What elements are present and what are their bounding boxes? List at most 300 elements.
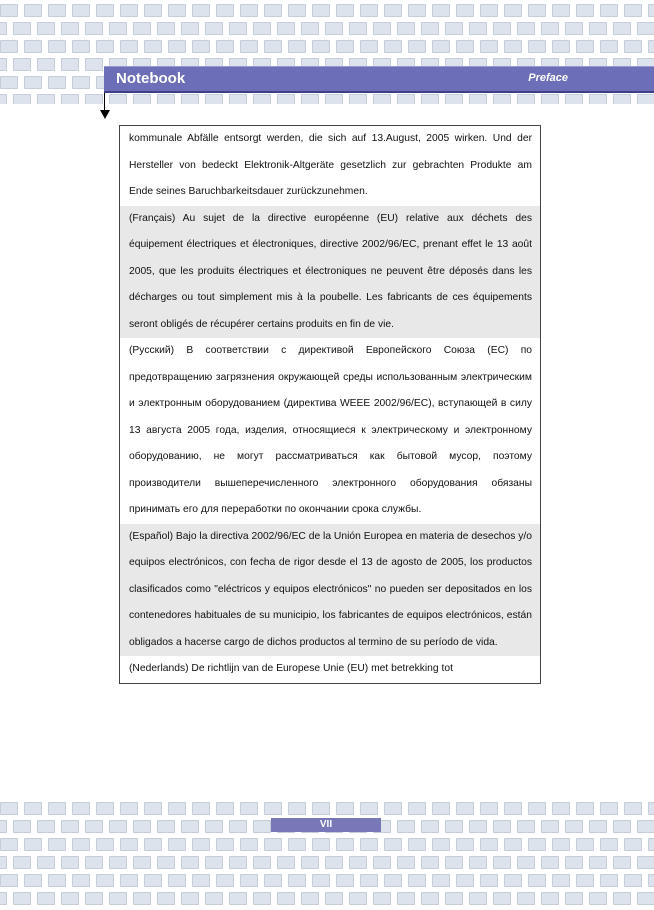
decorative-tile bbox=[0, 4, 18, 17]
section-french: (Français) Au sujet de la directive européenne (EU) relative aux déchets des équipement électriques et électroniques, directive 2002/96/EC, prenant effet le 13 août 2005, que les produits électriques et électroniques ne peuvent être déposés dans les décharges ou tout simplement mis à la poubelle. Les fabricants de ces équipements seront obligés de récupérer certains produits en fin de vie. bbox=[120, 206, 541, 339]
decorative-tile bbox=[624, 838, 642, 851]
decorative-tile bbox=[445, 22, 463, 35]
decorative-tile bbox=[504, 4, 522, 17]
table-row bbox=[120, 524, 541, 657]
decorative-tile bbox=[277, 94, 295, 104]
decorative-tile bbox=[61, 94, 79, 104]
decorative-tile bbox=[61, 820, 79, 833]
decorative-tile bbox=[456, 838, 474, 851]
decorative-tile bbox=[648, 40, 654, 53]
decorative-tile bbox=[637, 94, 654, 104]
decorative-tile bbox=[85, 892, 103, 905]
decorative-tile bbox=[157, 856, 175, 869]
decorative-tile bbox=[517, 856, 535, 869]
decorative-tile bbox=[432, 802, 450, 815]
decorative-tile bbox=[517, 22, 535, 35]
decorative-tile bbox=[120, 40, 138, 53]
decorative-tile bbox=[253, 892, 271, 905]
decorative-tile bbox=[61, 892, 79, 905]
decorative-tile bbox=[96, 802, 114, 815]
decorative-tile bbox=[600, 874, 618, 887]
decorative-tile bbox=[216, 874, 234, 887]
decorative-tile bbox=[0, 76, 18, 89]
decorative-tile bbox=[264, 838, 282, 851]
decorative-tile bbox=[168, 874, 186, 887]
decorative-tile bbox=[133, 820, 151, 833]
decorative-tile bbox=[48, 40, 66, 53]
decorative-tile bbox=[144, 838, 162, 851]
decorative-tile bbox=[408, 4, 426, 17]
decorative-tile bbox=[384, 874, 402, 887]
decorative-tile bbox=[0, 58, 7, 71]
decorative-tile bbox=[85, 22, 103, 35]
decorative-tile bbox=[301, 892, 319, 905]
decorative-tile bbox=[432, 40, 450, 53]
decorative-tile bbox=[133, 892, 151, 905]
decorative-tile bbox=[181, 94, 199, 104]
decorative-tile bbox=[469, 856, 487, 869]
decorative-tile bbox=[589, 22, 607, 35]
decorative-tile bbox=[541, 856, 559, 869]
decorative-tile bbox=[72, 838, 90, 851]
decorative-tile bbox=[541, 22, 559, 35]
decorative-tile bbox=[240, 4, 258, 17]
decorative-tile bbox=[157, 892, 175, 905]
decorative-tile bbox=[421, 820, 439, 833]
section-russian: (Русский) В соответствии с директивой Европейского Союза (ЕС) по предотвращению загрязнения окружающей среды использованным электрическим и электронным оборудованием (директива WEEE 2002/96/EC), вступающей в силу 13 августа 2005 года, изделия, относящиеся к электрическому и электронному оборудованию, не могут рассматриваться как бытовой мусор, поэтому производители вышеперечисленного электронного оборудования обязаны принимать его для переработки по окончании срока службы. bbox=[129, 345, 532, 515]
decorative-tile bbox=[360, 40, 378, 53]
decorative-tile bbox=[349, 892, 367, 905]
decorative-tile bbox=[600, 838, 618, 851]
decorative-tile bbox=[72, 802, 90, 815]
table-row bbox=[120, 338, 541, 524]
decorative-tile bbox=[229, 856, 247, 869]
decorative-tile bbox=[192, 40, 210, 53]
decorative-tile bbox=[13, 820, 31, 833]
decorative-tile bbox=[528, 802, 546, 815]
decorative-tile bbox=[421, 22, 439, 35]
tile-row bbox=[0, 802, 654, 815]
decorative-tile bbox=[456, 4, 474, 17]
decorative-tile bbox=[205, 892, 223, 905]
decorative-tile bbox=[408, 40, 426, 53]
decorative-tile bbox=[504, 874, 522, 887]
decorative-tile bbox=[373, 22, 391, 35]
decorative-tile bbox=[360, 4, 378, 17]
decorative-tile bbox=[600, 802, 618, 815]
decorative-tile bbox=[277, 892, 295, 905]
decorative-tile bbox=[552, 838, 570, 851]
decorative-tile bbox=[37, 94, 55, 104]
decorative-tile bbox=[480, 874, 498, 887]
decorative-tile bbox=[168, 802, 186, 815]
decorative-tile bbox=[421, 892, 439, 905]
decorative-tile bbox=[469, 820, 487, 833]
decorative-tile bbox=[613, 856, 631, 869]
decorative-tile bbox=[0, 22, 7, 35]
decorative-tile bbox=[493, 856, 511, 869]
decorative-tile bbox=[480, 40, 498, 53]
decorative-tile bbox=[253, 94, 271, 104]
decorative-tile bbox=[48, 802, 66, 815]
section-dutch: (Nederlands) De richtlijn van de Europese Unie (EU) met betrekking tot bbox=[129, 663, 453, 674]
table-row bbox=[120, 126, 541, 206]
decorative-tile bbox=[528, 874, 546, 887]
decorative-tile bbox=[312, 838, 330, 851]
decorative-tile bbox=[120, 874, 138, 887]
decorative-tile bbox=[552, 874, 570, 887]
decorative-tile bbox=[216, 838, 234, 851]
decorative-tile bbox=[565, 94, 583, 104]
decorative-tile bbox=[384, 838, 402, 851]
decorative-tile bbox=[528, 4, 546, 17]
decorative-tile bbox=[109, 892, 127, 905]
decorative-tile bbox=[504, 40, 522, 53]
tile-row bbox=[0, 40, 654, 53]
decorative-tile bbox=[637, 892, 654, 905]
decorative-tile bbox=[229, 22, 247, 35]
decorative-tile bbox=[109, 94, 127, 104]
decorative-tile bbox=[109, 820, 127, 833]
decorative-tile bbox=[325, 22, 343, 35]
decorative-tile bbox=[504, 802, 522, 815]
decorative-tile bbox=[493, 22, 511, 35]
decorative-tile bbox=[13, 94, 31, 104]
decorative-tile bbox=[264, 874, 282, 887]
decorative-tile bbox=[445, 892, 463, 905]
weee-language-table bbox=[119, 125, 541, 684]
decorative-tile bbox=[253, 22, 271, 35]
decorative-tile bbox=[624, 4, 642, 17]
header-bar bbox=[104, 66, 654, 93]
table-row bbox=[120, 206, 541, 339]
decorative-tile bbox=[229, 94, 247, 104]
decorative-tile bbox=[301, 22, 319, 35]
decorative-tile bbox=[541, 892, 559, 905]
decorative-tile bbox=[181, 22, 199, 35]
decorative-tile bbox=[168, 838, 186, 851]
decorative-tile bbox=[288, 802, 306, 815]
decorative-tile bbox=[637, 820, 654, 833]
down-arrow-icon bbox=[100, 110, 110, 119]
decorative-tile bbox=[24, 4, 42, 17]
decorative-tile bbox=[216, 802, 234, 815]
decorative-tile bbox=[648, 4, 654, 17]
decorative-tile bbox=[72, 40, 90, 53]
decorative-tile bbox=[181, 856, 199, 869]
decorative-tile bbox=[37, 892, 55, 905]
decorative-tile bbox=[384, 4, 402, 17]
decorative-tile bbox=[528, 40, 546, 53]
decorative-tile bbox=[144, 4, 162, 17]
tile-row bbox=[0, 4, 654, 17]
decorative-tile bbox=[144, 802, 162, 815]
decorative-tile bbox=[85, 58, 103, 71]
decorative-tile bbox=[109, 856, 127, 869]
decorative-tile bbox=[72, 76, 90, 89]
decorative-tile bbox=[384, 40, 402, 53]
decorative-tile bbox=[600, 40, 618, 53]
decorative-tile bbox=[360, 802, 378, 815]
decorative-tile bbox=[360, 838, 378, 851]
decorative-tile bbox=[312, 874, 330, 887]
decorative-tile bbox=[648, 874, 654, 887]
decorative-tile bbox=[85, 94, 103, 104]
decorative-tile bbox=[157, 94, 175, 104]
decorative-tile bbox=[456, 802, 474, 815]
decorative-tile bbox=[624, 40, 642, 53]
decorative-tile bbox=[565, 820, 583, 833]
decorative-tile bbox=[0, 820, 7, 833]
decorative-tile bbox=[192, 874, 210, 887]
decorative-tile bbox=[229, 892, 247, 905]
decorative-tile bbox=[469, 22, 487, 35]
decorative-tile bbox=[288, 838, 306, 851]
decorative-tile bbox=[421, 856, 439, 869]
decorative-tile bbox=[349, 22, 367, 35]
decorative-tile bbox=[504, 838, 522, 851]
decorative-tile bbox=[408, 874, 426, 887]
decorative-tile bbox=[168, 4, 186, 17]
decorative-tile bbox=[277, 856, 295, 869]
table-row bbox=[120, 656, 541, 683]
decorative-tile bbox=[181, 820, 199, 833]
decorative-tile bbox=[24, 802, 42, 815]
decorative-tile bbox=[565, 856, 583, 869]
decorative-tile bbox=[205, 820, 223, 833]
decorative-tile bbox=[613, 892, 631, 905]
decorative-tile bbox=[445, 94, 463, 104]
decorative-tile bbox=[264, 802, 282, 815]
decorative-tile bbox=[0, 874, 18, 887]
decorative-tile bbox=[517, 892, 535, 905]
decorative-tile bbox=[13, 892, 31, 905]
decorative-tile bbox=[192, 838, 210, 851]
decorative-tile bbox=[469, 94, 487, 104]
decorative-tile bbox=[349, 94, 367, 104]
decorative-tile bbox=[637, 856, 654, 869]
decorative-tile bbox=[133, 22, 151, 35]
decorative-tile bbox=[373, 892, 391, 905]
decorative-tile bbox=[408, 838, 426, 851]
decorative-tile bbox=[432, 838, 450, 851]
decorative-tile bbox=[13, 58, 31, 71]
document-title: Notebook bbox=[116, 70, 186, 87]
decorative-tile bbox=[613, 94, 631, 104]
decorative-tile bbox=[85, 820, 103, 833]
decorative-tile bbox=[24, 76, 42, 89]
decorative-tile bbox=[576, 874, 594, 887]
decorative-tile bbox=[24, 838, 42, 851]
decorative-tile bbox=[144, 40, 162, 53]
decorative-tile bbox=[181, 892, 199, 905]
decorative-tile bbox=[397, 94, 415, 104]
decorative-tile bbox=[576, 4, 594, 17]
decorative-tile bbox=[205, 856, 223, 869]
decorative-tile bbox=[373, 856, 391, 869]
decorative-tile bbox=[336, 838, 354, 851]
decorative-tile bbox=[133, 856, 151, 869]
decorative-tile bbox=[493, 892, 511, 905]
decorative-tile bbox=[517, 94, 535, 104]
decorative-tile bbox=[637, 22, 654, 35]
decorative-tile bbox=[24, 874, 42, 887]
decorative-tile bbox=[325, 892, 343, 905]
decorative-tile bbox=[240, 874, 258, 887]
decorative-tile bbox=[456, 874, 474, 887]
decorative-tile bbox=[432, 874, 450, 887]
section-title: Preface bbox=[528, 72, 568, 84]
decorative-tile bbox=[0, 892, 7, 905]
decorative-tile bbox=[565, 892, 583, 905]
decorative-tile bbox=[552, 4, 570, 17]
decorative-tile bbox=[277, 22, 295, 35]
decorative-tile bbox=[493, 94, 511, 104]
decorative-tile bbox=[85, 856, 103, 869]
decorative-tile bbox=[397, 856, 415, 869]
section-spanish: (Español) Bajo la directiva 2002/96/EC de la Unión Europea en materia de desechos y/o equipos electrónicos, con fecha de rigor desde el 13 de agosto de 2005, los productos clasificados como "eléctricos y equipos electrónicos" no pueden ser depositados en los contenedores habituales de su municipio, los fabricantes de equipos electrónicos, están obligados a hacerse cargo de dichos productos al termino de su período de vida. bbox=[120, 524, 541, 657]
decorative-tile bbox=[120, 838, 138, 851]
decorative-tile bbox=[613, 820, 631, 833]
decorative-tile bbox=[288, 4, 306, 17]
decorative-tile bbox=[456, 40, 474, 53]
decorative-tile bbox=[541, 820, 559, 833]
decorative-tile bbox=[48, 76, 66, 89]
decorative-tile bbox=[480, 4, 498, 17]
decorative-tile bbox=[373, 94, 391, 104]
decorative-tile bbox=[384, 802, 402, 815]
decorative-tile bbox=[589, 892, 607, 905]
decorative-tile bbox=[13, 856, 31, 869]
decorative-tile bbox=[96, 40, 114, 53]
decorative-tile bbox=[157, 22, 175, 35]
decorative-tile bbox=[600, 4, 618, 17]
decorative-tile bbox=[552, 40, 570, 53]
decorative-tile bbox=[216, 40, 234, 53]
page-number: VII bbox=[271, 818, 381, 832]
decorative-tile bbox=[144, 874, 162, 887]
decorative-tile bbox=[192, 4, 210, 17]
decorative-tile bbox=[408, 802, 426, 815]
decorative-tile bbox=[480, 838, 498, 851]
decorative-tile bbox=[541, 94, 559, 104]
decorative-tile bbox=[0, 856, 7, 869]
decorative-tile bbox=[205, 94, 223, 104]
decorative-tile bbox=[589, 856, 607, 869]
decorative-tile bbox=[61, 856, 79, 869]
section-german-continued: kommunale Abfälle entsorgt werden, die sich auf 13.August, 2005 wirken. Und der Hersteller von bedeckt Elektronik-Altgeräte gesetzlich zur gebrachten Produkte am Ende seines Baruchbarkeitsdauer zurückzunehmen. bbox=[129, 133, 532, 197]
tile-row bbox=[0, 838, 654, 851]
decorative-tile bbox=[157, 820, 175, 833]
decorative-tile bbox=[397, 820, 415, 833]
decorative-tile bbox=[589, 94, 607, 104]
decorative-tile bbox=[109, 22, 127, 35]
decorative-tile bbox=[421, 94, 439, 104]
decorative-tile bbox=[264, 4, 282, 17]
tile-row bbox=[0, 874, 654, 887]
tile-row bbox=[0, 94, 654, 104]
decorative-tile bbox=[576, 838, 594, 851]
decorative-tile bbox=[312, 4, 330, 17]
tile-row bbox=[0, 22, 654, 35]
decorative-tile bbox=[336, 874, 354, 887]
decorative-tile bbox=[349, 856, 367, 869]
decorative-tile bbox=[240, 838, 258, 851]
decorative-tile bbox=[61, 22, 79, 35]
decorative-tile bbox=[360, 874, 378, 887]
decorative-tile bbox=[576, 802, 594, 815]
decorative-tile bbox=[325, 94, 343, 104]
decorative-tile bbox=[72, 4, 90, 17]
decorative-tile bbox=[469, 892, 487, 905]
decorative-tile bbox=[48, 874, 66, 887]
decorative-tile bbox=[336, 40, 354, 53]
decorative-tile bbox=[493, 820, 511, 833]
decorative-tile bbox=[253, 820, 271, 833]
decorative-tile bbox=[264, 40, 282, 53]
decorative-tile bbox=[517, 820, 535, 833]
decorative-tile bbox=[589, 820, 607, 833]
decorative-tile bbox=[480, 802, 498, 815]
decorative-tile bbox=[253, 856, 271, 869]
decorative-tile bbox=[0, 94, 7, 104]
decorative-tile bbox=[0, 40, 18, 53]
decorative-tile bbox=[397, 22, 415, 35]
decorative-tile bbox=[445, 856, 463, 869]
decorative-tile bbox=[397, 892, 415, 905]
decorative-tile bbox=[312, 40, 330, 53]
decorative-tile bbox=[301, 94, 319, 104]
decorative-tile bbox=[120, 4, 138, 17]
decorative-tile bbox=[205, 22, 223, 35]
decorative-tile bbox=[72, 874, 90, 887]
decorative-tile bbox=[336, 802, 354, 815]
decorative-tile bbox=[0, 802, 18, 815]
decorative-tile bbox=[216, 4, 234, 17]
decorative-tile bbox=[288, 40, 306, 53]
decorative-tile bbox=[133, 94, 151, 104]
decorative-tile bbox=[96, 838, 114, 851]
decorative-tile bbox=[432, 4, 450, 17]
decorative-tile bbox=[336, 4, 354, 17]
tile-row bbox=[0, 892, 654, 905]
decorative-tile bbox=[624, 874, 642, 887]
decorative-tile bbox=[312, 802, 330, 815]
decorative-tile bbox=[576, 40, 594, 53]
decorative-tile bbox=[37, 820, 55, 833]
decorative-tile bbox=[624, 802, 642, 815]
decorative-tile bbox=[613, 22, 631, 35]
decorative-tile bbox=[48, 838, 66, 851]
decorative-tile bbox=[648, 802, 654, 815]
decorative-tile bbox=[13, 22, 31, 35]
decorative-tile bbox=[301, 856, 319, 869]
decorative-tile bbox=[528, 838, 546, 851]
decorative-tile bbox=[240, 40, 258, 53]
decorative-tile bbox=[0, 838, 18, 851]
decorative-tile bbox=[96, 874, 114, 887]
decorative-tile bbox=[24, 40, 42, 53]
decorative-tile bbox=[120, 802, 138, 815]
decorative-tile bbox=[325, 856, 343, 869]
decorative-tile bbox=[229, 820, 247, 833]
decorative-tile bbox=[552, 802, 570, 815]
decorative-tile bbox=[96, 4, 114, 17]
decorative-tile bbox=[168, 40, 186, 53]
decorative-tile bbox=[445, 820, 463, 833]
decorative-tile bbox=[288, 874, 306, 887]
decorative-tile bbox=[37, 58, 55, 71]
